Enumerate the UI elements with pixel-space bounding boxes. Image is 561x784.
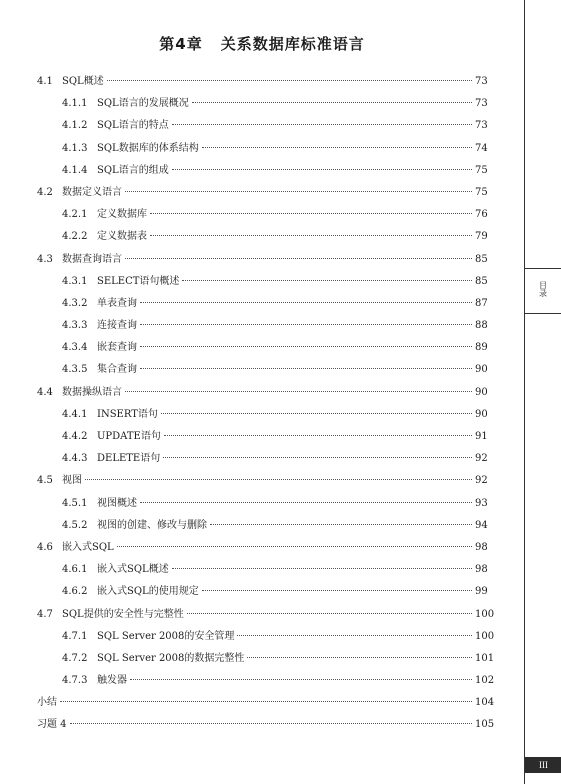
toc-entry-number: 4.3.5 [62,364,88,376]
toc-entry[interactable] [37,337,487,359]
toc-entry[interactable] [37,470,487,492]
toc-entry-number: 4.5.2 [62,519,88,531]
toc-entry[interactable] [37,93,487,115]
toc-leader-dots [202,590,472,591]
toc-entry-number: 4.3.3 [62,320,88,332]
toc-entry[interactable] [37,515,487,537]
toc-entry-title: 视图概述 [97,497,137,509]
chapter-title [0,33,524,54]
toc-entry-page: 98 [475,564,488,576]
section-tab-label: 目录 [539,281,547,298]
toc-entry[interactable] [37,160,487,182]
toc-entry-page: 92 [475,475,488,487]
toc-entry-number: 4.1.3 [62,142,88,154]
toc-entry-title: SQL Server 2008的安全管理 [97,630,235,642]
toc-leader-dots [150,235,472,236]
toc-entry-page: 93 [475,497,488,509]
toc-entry-title: 嵌入式SQL的使用规定 [97,586,199,598]
toc-leader-dots [163,457,472,458]
toc-leader-dots [140,368,472,369]
toc-entry-page: 104 [475,697,495,709]
toc-entry[interactable] [37,226,487,248]
toc-leader-dots [107,80,472,81]
toc-entry[interactable] [37,581,487,603]
toc-entry-title: SELECT语句概述 [97,275,180,287]
toc-entry-title: 视图的创建、修改与删除 [97,519,207,531]
toc-entry-title: 数据操纵语言 [62,386,122,398]
toc-entry[interactable] [37,537,487,559]
toc-entry-title: 视图 [62,475,82,487]
toc-entry[interactable] [37,626,495,648]
toc-entry-number: 4.6.1 [62,564,88,576]
toc-entry-title: 集合查询 [97,364,137,376]
toc-entry-number: 4.7.1 [62,630,88,642]
toc-entry-title: UPDATE语句 [97,431,161,442]
toc-leader-dots [182,280,472,281]
toc-entry-number: 4.6.2 [62,586,88,598]
toc-entry-number: 4.3.4 [62,342,88,354]
toc-entry-title: SQL语言的组成 [97,164,169,176]
toc-leader-dots [140,324,472,325]
toc-leader-dots [187,613,472,614]
toc-entry-number: 4.7.2 [62,652,88,664]
toc-entry-page: 102 [475,675,495,687]
toc-entry[interactable] [37,648,495,670]
toc-entry[interactable] [37,559,487,581]
toc-leader-dots [172,124,472,125]
toc-entry-title: 单表查询 [97,297,137,309]
toc-entry-number: 4.5 [37,475,53,487]
toc-entry[interactable] [37,359,487,381]
toc-entry-title: 定义数据库 [97,209,147,221]
toc-entry-number: 4.1 [37,76,53,87]
toc-leader-dots [125,191,472,192]
toc-entry-page: 74 [475,142,488,154]
toc-entry-page: 100 [475,630,495,642]
toc-leader-dots [247,657,472,658]
toc-entry-page: 105 [475,719,495,731]
toc-entry-page: 85 [475,253,488,265]
toc-entry[interactable] [37,493,487,515]
toc-entry-page: 90 [475,408,488,420]
table-of-contents [37,71,495,737]
toc-entry-title: 习题 4 [37,719,67,731]
toc-leader-dots [70,723,472,724]
chapter-number: 第4章 [159,35,203,53]
chapter-name: 关系数据库标准语言 [220,35,365,53]
toc-entry-title: 嵌入式SQL概述 [97,564,169,576]
toc-entry-number: 4.4.1 [62,408,88,420]
toc-entry-number: 4.2.1 [62,209,88,221]
toc-entry[interactable] [37,604,495,626]
toc-entry-title: 数据查询语言 [62,253,122,265]
toc-entry-title: 数据定义语言 [62,186,122,198]
toc-entry-title: 小结 [37,697,57,709]
toc-entry-page: 73 [475,76,488,87]
toc-entry[interactable] [37,426,487,448]
toc-entry[interactable] [37,293,487,315]
toc-entry-page: 94 [475,519,488,531]
toc-leader-dots [125,258,472,259]
toc-entry[interactable] [37,315,487,337]
toc-entry-number: 4.6 [37,541,53,553]
toc-entry-page: 89 [475,342,488,354]
toc-entry-number: 4.4.2 [62,431,88,442]
toc-leader-dots [192,102,472,103]
toc-entry-number: 4.3.2 [62,297,88,309]
toc-entry-page: 91 [475,431,488,442]
toc-entry-page: 90 [475,386,488,398]
toc-entry-title: 连接查询 [97,320,137,332]
toc-entry-page: 101 [475,652,495,664]
toc-entry-page: 87 [475,297,488,309]
toc-entry[interactable] [37,138,487,160]
toc-entry-page: 79 [475,231,488,243]
toc-entry-page: 76 [475,209,488,221]
toc-entry-number: 4.5.1 [62,497,88,509]
toc-entry-title: DELETE语句 [97,453,161,465]
toc-entry-title: SQL提供的安全性与完整性 [62,608,184,620]
toc-entry[interactable] [37,670,495,692]
toc-leader-dots [117,546,472,547]
toc-entry-number: 4.7 [37,608,53,620]
toc-leader-dots [140,346,472,347]
toc-entry-page: 98 [475,541,488,553]
toc-entry-title: 定义数据表 [97,231,147,243]
toc-leader-dots [164,435,472,436]
toc-leader-dots [85,479,472,480]
toc-entry-title: INSERT语句 [97,408,158,420]
toc-entry-page: 100 [475,608,495,620]
toc-entry-title: SQL数据库的体系结构 [97,142,199,154]
toc-entry[interactable] [37,249,487,271]
toc-entry-page: 92 [475,453,488,465]
toc-entry-page: 75 [475,164,488,176]
toc-entry-title: SQL概述 [62,76,104,87]
toc-entry[interactable] [37,714,495,736]
toc-leader-dots [130,679,472,680]
toc-leader-dots [210,524,472,525]
toc-entry-title: SQL Server 2008的数据完整性 [97,652,245,664]
toc-leader-dots [140,502,472,503]
toc-entry-page: 75 [475,186,488,198]
toc-entry[interactable] [37,382,487,404]
toc-entry-number: 4.1.4 [62,164,88,176]
toc-leader-dots [60,701,472,702]
toc-leader-dots [125,391,472,392]
toc-entry-page: 99 [475,586,488,598]
toc-entry-title: 触发器 [97,675,127,687]
toc-entry-number: 4.1.2 [62,120,88,132]
toc-entry[interactable] [37,692,495,714]
toc-leader-dots [150,213,472,214]
toc-entry-page: 85 [475,275,488,287]
toc-entry-number: 4.7.3 [62,675,88,687]
toc-entry-title: 嵌入式SQL [62,541,114,553]
toc-entry-page: 88 [475,320,488,332]
toc-entry-title: 嵌套查询 [97,342,137,354]
toc-leader-dots [237,635,472,636]
toc-entry[interactable] [37,182,487,204]
toc-leader-dots [172,169,472,170]
toc-entry[interactable] [37,204,487,226]
toc-entry-title: SQL语言的特点 [97,120,169,132]
toc-entry-number: 4.2.2 [62,231,88,243]
toc-leader-dots [172,568,472,569]
toc-entry-number: 4.1.1 [62,98,88,110]
toc-entry[interactable] [37,404,487,426]
toc-entry[interactable] [37,448,487,470]
toc-entry-number: 4.4 [37,386,53,398]
toc-entry-title: SQL语言的发展概况 [97,98,189,110]
toc-leader-dots [202,147,472,148]
page-number: III [525,757,561,773]
toc-entry-number: 4.3 [37,253,53,265]
toc-entry-number: 4.4.3 [62,453,88,465]
toc-entry[interactable] [37,71,487,93]
toc-entry-number: 4.3.1 [62,275,88,287]
toc-entry-page: 90 [475,364,488,376]
toc-entry-number: 4.2 [37,186,53,198]
toc-leader-dots [161,413,472,414]
toc-entry[interactable] [37,271,487,293]
side-margin [524,0,561,784]
toc-entry-page: 73 [475,120,488,132]
toc-leader-dots [140,302,472,303]
toc-entry[interactable] [37,115,487,137]
toc-entry-page: 73 [475,98,488,110]
